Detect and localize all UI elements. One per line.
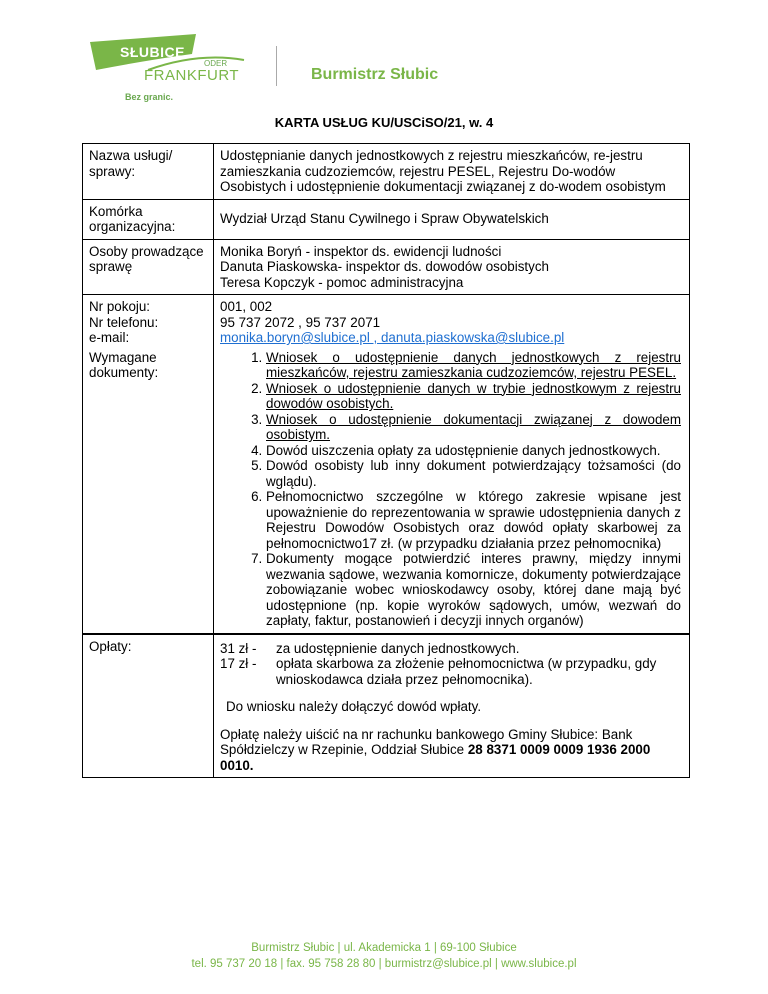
fee-item (220, 656, 683, 687)
room-numbers: 001, 002 (220, 299, 273, 314)
person-line: Danuta Piaskowska- inspektor ds. dowodów osobistych (220, 259, 549, 274)
logo-tagline: Bez granic. (125, 92, 174, 102)
fee-amount: 31 zł - (220, 640, 257, 656)
person-line: Teresa Kopczyk - pomoc administracyjna (220, 274, 464, 290)
fee-description: za udostępnienie danych jednostkowych. (276, 640, 520, 656)
logo-city: FRANKFURT (144, 67, 240, 84)
bank-text: Opłatę należy uiścić na nr rachunku bankowego Gminy Słubice: Bank Spółdzielczy w Rzepinie, Oddział Słubice (220, 726, 633, 757)
slubice-logo (88, 26, 288, 102)
logo-name: SŁUBICE (120, 44, 185, 60)
row-fees (83, 634, 690, 778)
row-contact (83, 295, 690, 350)
fee-item (220, 641, 683, 657)
fee-description: opłata skarbowa za złożenie pełnomocnictwa (w przypadku, gdy wnioskodawca działa przez pełnomocnika). (276, 656, 657, 687)
required-documents-list (220, 350, 683, 629)
label-email: e-mail: (89, 330, 130, 345)
row-service (83, 144, 690, 200)
bank-info (220, 727, 683, 774)
list-item: 2. Wniosek o udostępnienie danych w trybie jednostkowym z rejestru dowodów osobistych. (266, 381, 683, 412)
list-item: 7. Dokumenty mogące potwierdzić interes prawny, między innymi wezwania sądowe, wezwania komornicze, dokumenty potwierdzające zobowiązanie wobec wnioskodawcy osoby, której dane mają być udostępnione (np. kopie wyroków sądowych, umów, wezwań do zapłaty, faktur, postanowień i decyzji innych organów) (266, 551, 683, 629)
value-unit: Wydział Urząd Stanu Cywilnego i Spraw Obywatelskich (214, 199, 690, 239)
label-fees: Opłaty: (83, 634, 214, 778)
bank-account-number: 28 8371 0009 0009 1936 2000 0010. (220, 742, 651, 773)
label-phone: Nr telefonu: (89, 314, 159, 330)
person-line: Monika Boryń - inspektor ds. ewidencji ludności (220, 243, 502, 259)
value-contact (214, 295, 690, 350)
label-service: Nazwa usługi/ sprawy: (83, 144, 214, 200)
list-item: 6. Pełnomocnictwo szczególne w którego zakresie wpisane jest upoważnienie do reprezentowania w sprawie udostępnienia danych z Rejestru Dowodów Osobistych oraz dowód opłaty skarbowej za pełnomocnictwo17 zł. (w przypadku działania przez pełnomocnika) (266, 489, 683, 551)
footer-contact: tel. 95 737 20 18 | fax. 95 758 28 80 | burmistrz@slubice.pl | www.slubice.pl (191, 958, 577, 970)
value-documents (214, 350, 690, 634)
list-item: 1. Wniosek o udostępnienie danych jednostkowych z rejestru mieszkańców, rejestru zamieszkania cudzoziemców, rejestru PESEL. (266, 350, 683, 381)
label-persons: Osoby prowadzące sprawę (83, 239, 214, 295)
footer-address: Burmistrz Słubic | ul. Akademicka 1 | 69-100 Słubice (251, 942, 517, 954)
page-title: KARTA USŁUG KU/USCiSO/21, w. 4 (274, 115, 494, 130)
list-item: 3. Wniosek o udostępnienie dokumentacji związanej z dowodem osobistym. (266, 412, 683, 443)
fee-amount: 17 zł - (220, 656, 257, 671)
phone-numbers: 95 737 2072 , 95 737 2071 (220, 314, 381, 330)
list-item: 4. Dowód uiszczenia opłaty za udostępnienie danych jednostkowych. (266, 443, 683, 459)
list-item: 5. Dowód osobisty lub inny dokument potwierdzający tożsamości (do wglądu). (266, 458, 683, 489)
value-persons (214, 239, 690, 295)
label-room: Nr pokoju: (89, 299, 151, 314)
logo-sub: ODER (204, 59, 228, 68)
letterhead (0, 0, 768, 100)
label-unit: Komórka organizacyjna: (83, 199, 214, 239)
value-fees (214, 634, 690, 778)
header-divider (276, 46, 277, 86)
page-footer (0, 940, 768, 972)
label-documents: Wymagane dokumenty: (83, 350, 214, 634)
mayor-title: Burmistrz Słubic (311, 66, 439, 83)
row-unit (83, 199, 690, 239)
service-card-table (82, 143, 690, 778)
value-service: Udostępnianie danych jednostkowych z rejestru mieszkańców, re-jestru zamieszkania cudzoziemców, rejestru PESEL, Rejestru Do-wodów Osobistych i udostępnienie dokumentacji związanej z do-wodem osobistym (214, 144, 690, 200)
email-link[interactable]: monika.boryn@slubice.pl , danuta.piaskowska@slubice.pl (220, 330, 565, 345)
fees-note: Do wniosku należy dołączyć dowód wpłaty. (226, 699, 482, 714)
label-contact (83, 295, 214, 350)
logo-swoosh-icon (88, 26, 288, 96)
row-documents (83, 350, 690, 634)
row-persons (83, 239, 690, 295)
